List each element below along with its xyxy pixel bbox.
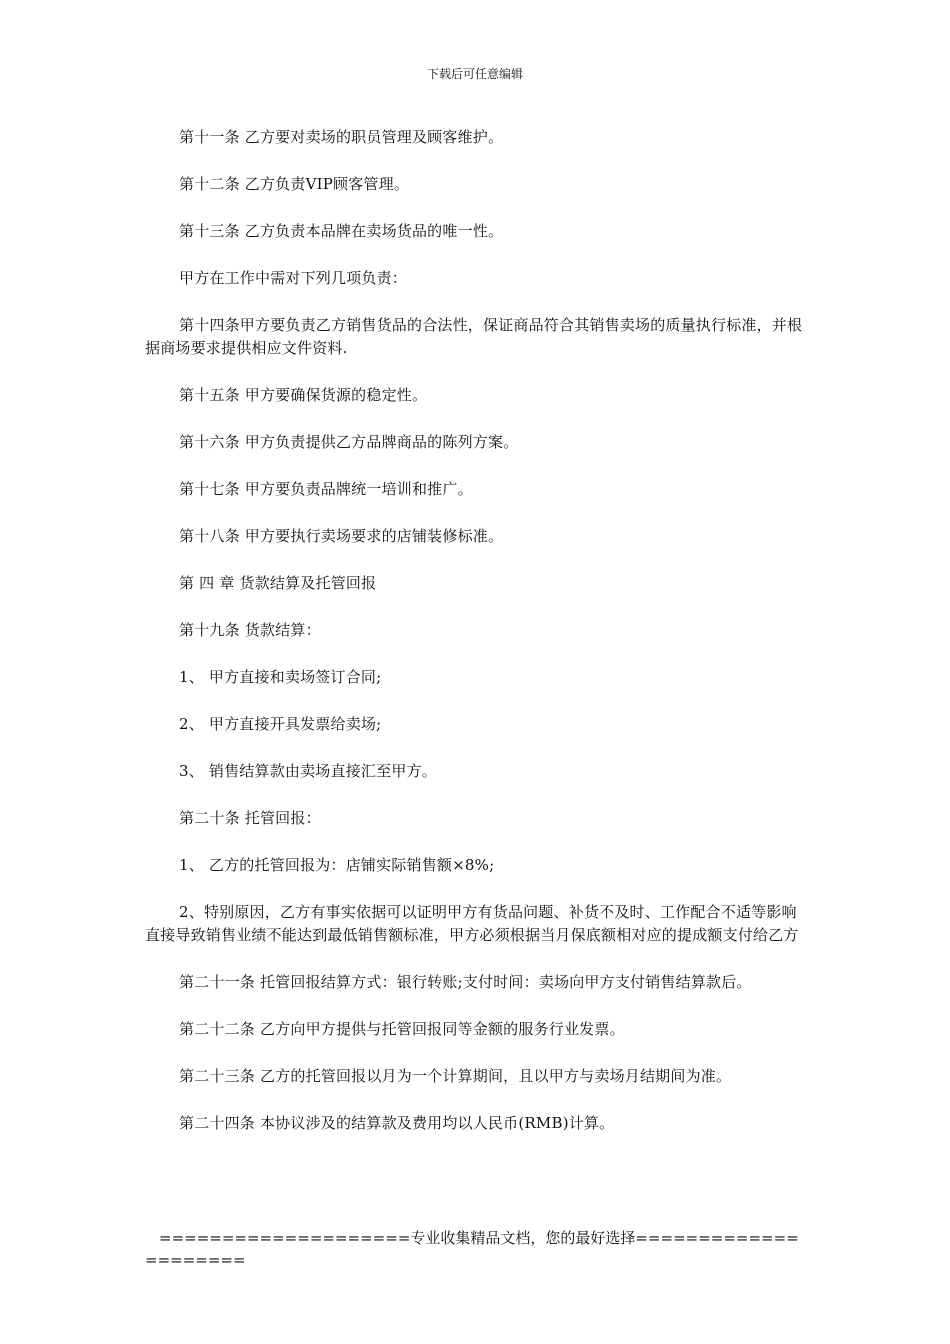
chapter-4-heading: 第 四 章 货款结算及托管回报	[179, 574, 377, 592]
return-item-1: 1、 乙方的托管回报为：店铺实际销售额×8%;	[179, 856, 495, 874]
page-header: 下载后可任意编辑	[426, 67, 523, 81]
article-13: 第十三条 乙方负责本品牌在卖场货品的唯一性。	[179, 222, 504, 240]
party-a-responsibilities-heading: 甲方在工作中需对下列几项负责：	[179, 269, 408, 287]
return-item-2: 2、特别原因，乙方有事实依据可以证明甲方有货品问题、补货不及时、工作配合不适等影响直接导致销售业绩不能达到最低销售额标准，甲方必须根据当月保底额相对应的提成额支付给乙方	[145, 903, 799, 944]
article-23: 第二十三条 乙方的托管回报以月为一个计算期间，且以甲方与卖场月结期间为准。	[179, 1067, 732, 1085]
document-body	[145, 126, 810, 1135]
article-14: 第十四条甲方要负责乙方销售货品的合法性，保证商品符合其销售卖场的质量执行标准，并根据商场要求提供相应文件资料.	[145, 316, 803, 357]
article-18: 第十八条 甲方要执行卖场要求的店铺装修标准。	[179, 527, 504, 545]
article-15: 第十五条 甲方要确保货源的稳定性。	[179, 386, 428, 404]
article-24: 第二十四条 本协议涉及的结算款及费用均以人民币(RMB)计算。	[179, 1114, 615, 1132]
page-footer: ====================专业收集精品文档，您的最好选择=====================	[145, 1229, 799, 1269]
settlement-item-3: 3、 销售结算款由卖场直接汇至甲方。	[179, 762, 437, 780]
article-22: 第二十二条 乙方向甲方提供与托管回报同等金额的服务行业发票。	[179, 1020, 625, 1038]
article-17: 第十七条 甲方要负责品牌统一培训和推广。	[179, 480, 473, 498]
article-21: 第二十一条 托管回报结算方式：银行转账;支付时间：卖场向甲方支付销售结算款后。	[179, 973, 752, 991]
article-19: 第十九条 货款结算：	[179, 621, 321, 639]
settlement-item-1: 1、 甲方直接和卖场签订合同;	[179, 668, 382, 686]
article-16: 第十六条 甲方负责提供乙方品牌商品的陈列方案。	[179, 433, 519, 451]
settlement-item-2: 2、 甲方直接开具发票给卖场;	[179, 715, 382, 733]
article-12: 第十二条 乙方负责VIP顾客管理。	[179, 175, 410, 193]
article-11: 第十一条 乙方要对卖场的职员管理及顾客维护。	[179, 128, 504, 146]
article-20: 第二十条 托管回报：	[179, 809, 321, 827]
